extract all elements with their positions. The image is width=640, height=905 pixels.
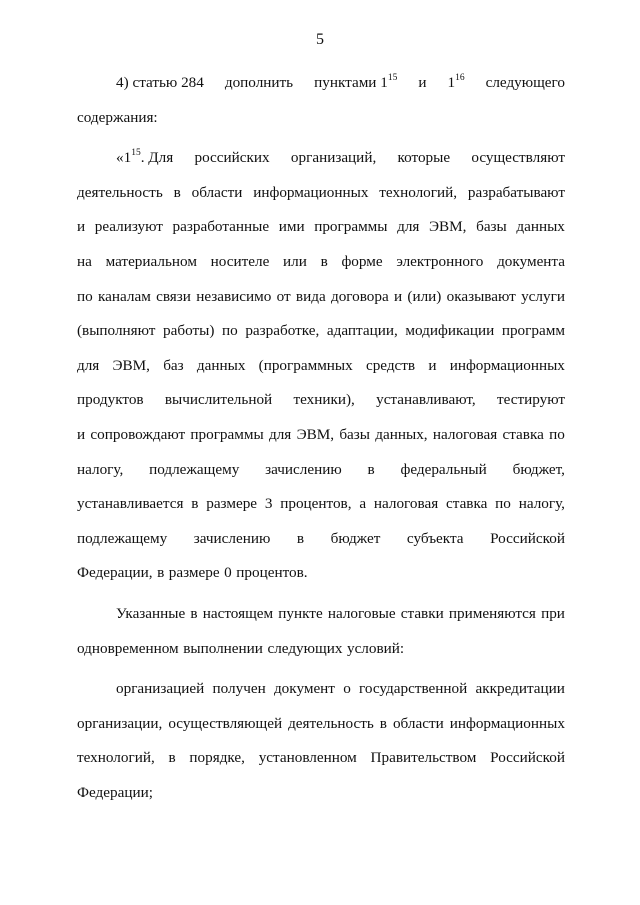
word: по <box>221 322 238 340</box>
word: технологий, <box>379 183 458 201</box>
word: ЭВМ, <box>296 425 335 443</box>
word: установленном <box>258 749 357 767</box>
word: по <box>495 495 511 513</box>
word: сопровождают <box>90 425 186 443</box>
word: и <box>77 218 86 236</box>
word: и <box>428 356 437 374</box>
word: для <box>77 356 100 374</box>
word: от <box>276 287 291 305</box>
word: организаций, <box>290 149 377 167</box>
word: ЭВМ, <box>429 218 467 236</box>
word: налоговая <box>432 425 498 443</box>
text-line <box>77 632 565 667</box>
word: устанавливают, <box>376 391 476 409</box>
word: осуществляющей <box>168 714 283 732</box>
word: (или) <box>407 287 442 305</box>
word: государственной <box>359 680 468 698</box>
word: на <box>77 252 92 270</box>
text-line <box>77 314 565 349</box>
word: средств <box>365 356 416 374</box>
word: документ <box>273 680 335 698</box>
word: информационных <box>253 183 369 201</box>
text-line <box>77 176 565 211</box>
text-line <box>77 66 565 101</box>
text-line <box>77 245 565 280</box>
word: каналам <box>98 287 151 305</box>
word: Федерации, <box>77 564 153 582</box>
word: при <box>541 604 565 622</box>
word: Федерации; <box>77 783 153 801</box>
word: услуги <box>521 287 565 305</box>
text-line <box>77 741 565 776</box>
word: российских <box>194 149 270 167</box>
word: тестируют <box>496 391 565 409</box>
word: баз <box>163 356 184 374</box>
word: настоящем <box>202 604 274 622</box>
word: вида <box>295 287 326 305</box>
word: для <box>397 218 420 236</box>
text-line <box>77 597 565 632</box>
word: в <box>173 183 181 201</box>
word: налогу, <box>77 460 124 478</box>
word: оказывают <box>446 287 516 305</box>
text-line <box>77 418 565 453</box>
word: подлежащему <box>77 529 168 547</box>
word: налогу, <box>518 495 565 513</box>
word: Российской <box>490 529 565 547</box>
word: вычислительной <box>164 391 273 409</box>
text-line <box>77 672 565 707</box>
word: ставка <box>502 425 544 443</box>
word: для <box>268 425 292 443</box>
text-line <box>77 707 565 742</box>
word: информационных <box>449 356 565 374</box>
word: Правительством <box>370 749 477 767</box>
word: подлежащему <box>149 460 240 478</box>
text-line <box>77 522 565 557</box>
word: деятельность <box>77 183 163 201</box>
word: ставка <box>446 495 488 513</box>
word: осуществляют <box>471 149 565 167</box>
page-number: 5 <box>316 31 324 48</box>
word: Российской <box>490 749 565 767</box>
word: 3 <box>264 495 273 513</box>
word: модификации <box>405 322 495 340</box>
word: размере <box>168 564 220 582</box>
word: применяются <box>448 604 536 622</box>
word: $1^{16}$ <box>447 72 465 91</box>
word: программы <box>314 218 388 236</box>
word: данных <box>516 218 565 236</box>
word: дополнить <box>224 74 294 91</box>
word: пунктами $1^{15}$ <box>314 72 398 91</box>
word: ими <box>278 218 305 236</box>
word: в <box>379 714 387 732</box>
text-line <box>77 453 565 488</box>
text-line <box>77 487 565 522</box>
word: а <box>359 495 367 513</box>
word: информационных <box>449 714 565 732</box>
word: носителе <box>210 252 270 270</box>
word: связи <box>156 287 191 305</box>
word: разработке, <box>245 322 320 340</box>
document-body <box>77 66 565 810</box>
word: содержания: <box>77 108 158 126</box>
word: работы) <box>163 322 215 340</box>
word: и <box>394 287 403 305</box>
word: в <box>191 495 199 513</box>
word: федеральный <box>400 460 487 478</box>
word: области <box>191 183 243 201</box>
word: организацией <box>116 680 205 698</box>
word: которые <box>397 149 451 167</box>
word: области <box>392 714 444 732</box>
word: электронного <box>396 252 484 270</box>
word: процентов. <box>236 564 308 582</box>
text-line <box>77 280 565 315</box>
text-line <box>77 556 565 591</box>
word: в <box>168 749 176 767</box>
word: базы <box>339 425 370 443</box>
word: адаптации, <box>326 322 398 340</box>
word: договора <box>330 287 389 305</box>
word: форме <box>341 252 383 270</box>
word: пункте <box>278 604 323 622</box>
word: 0 <box>224 564 232 582</box>
word: независимо <box>196 287 272 305</box>
word: бюджет <box>330 529 381 547</box>
word: разработанные <box>172 218 270 236</box>
word: получен <box>212 680 266 698</box>
text-line <box>77 776 565 811</box>
word: в <box>190 604 198 622</box>
word: субъекта <box>406 529 464 547</box>
word: по <box>549 425 565 443</box>
word: ставки <box>400 604 444 622</box>
text-line <box>77 101 565 136</box>
word: и <box>77 425 86 443</box>
word: бюджет, <box>512 460 565 478</box>
word: «$1^{15}$. Для <box>116 148 174 167</box>
word: документа <box>497 252 565 270</box>
word: налоговая <box>373 495 439 513</box>
word: разрабатывают <box>467 183 565 201</box>
word: ЭВМ, <box>112 356 150 374</box>
word: данных, <box>375 425 428 443</box>
word: условий: <box>346 639 405 657</box>
word: (выполняют <box>77 322 156 340</box>
text-line <box>77 383 565 418</box>
word: деятельность <box>288 714 374 732</box>
word: по <box>77 287 93 305</box>
word: в <box>367 460 375 478</box>
word: технологий, <box>77 749 155 767</box>
word: программы <box>190 425 264 443</box>
text-line <box>77 210 565 245</box>
word: налоговые <box>327 604 396 622</box>
word: в <box>296 529 305 547</box>
word: процентов, <box>280 495 352 513</box>
word: следующих <box>267 639 343 657</box>
word: в <box>320 252 328 270</box>
word: аккредитации <box>475 680 565 698</box>
word: порядке, <box>189 749 245 767</box>
word: организации, <box>77 714 163 732</box>
word: продуктов <box>77 391 144 409</box>
word: одновременном <box>77 639 179 657</box>
word: реализуют <box>94 218 163 236</box>
text-line <box>77 141 565 176</box>
word: зачислению <box>193 529 271 547</box>
word: выполнении <box>183 639 263 657</box>
word: материальном <box>105 252 197 270</box>
word: в <box>157 564 165 582</box>
word: размере <box>206 495 258 513</box>
word: базы <box>476 218 507 236</box>
word: техники), <box>293 391 355 409</box>
word: программ <box>501 322 565 340</box>
word: зачислению <box>265 460 342 478</box>
word: о <box>343 680 351 698</box>
text-line <box>77 349 565 384</box>
word: и <box>418 74 427 91</box>
word: следующего <box>485 74 565 91</box>
word: устанавливается <box>77 495 184 513</box>
word: (программных <box>258 356 353 374</box>
word: 4) статью 284 <box>116 74 204 91</box>
word: или <box>283 252 307 270</box>
word: данных <box>196 356 246 374</box>
word: Указанные <box>116 604 186 622</box>
